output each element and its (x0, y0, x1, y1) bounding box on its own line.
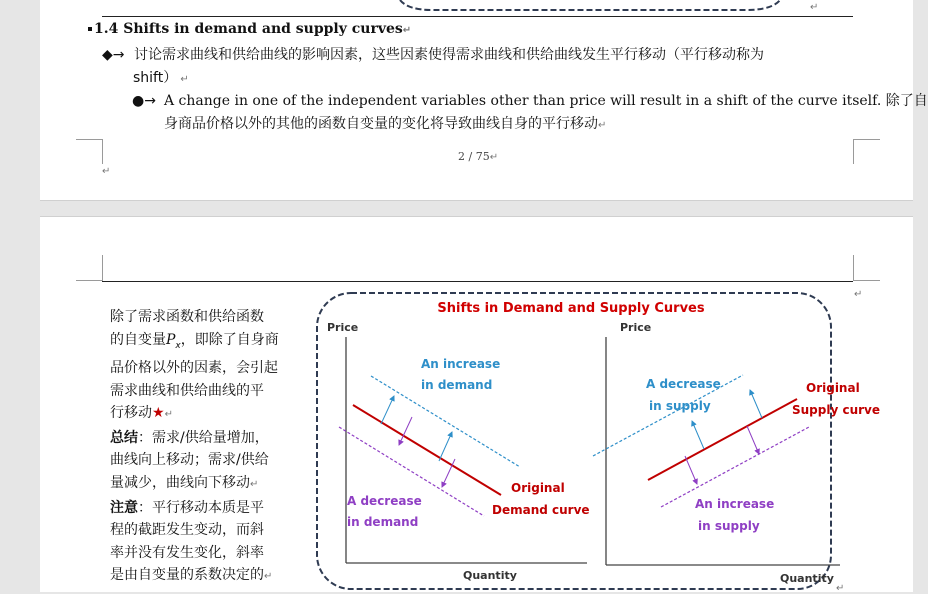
diamond-bullet-icon: ◆→ (102, 47, 125, 63)
bullet-2-line-1: A change in one of the independent variables other than price will result in a shift of the curve itself. 除了自 (164, 93, 928, 109)
section-title[interactable]: 1.4 Shifts in demand and supply curves↵ (94, 21, 411, 37)
paragraph-mark: ↵ (810, 2, 819, 13)
text-line: 行移动★↵ (110, 405, 173, 422)
paragraph-mark: ↵ (102, 166, 111, 177)
figure-title: Shifts in Demand and Supply Curves (437, 301, 705, 316)
demand-decrease-label: A decrease (347, 494, 422, 508)
dot-bullet-icon: ●→ (132, 93, 156, 109)
supply-original-label: Supply curve (792, 403, 881, 417)
header-rule (102, 16, 853, 17)
supply-increase-label: in supply (698, 519, 760, 533)
demand-original-label: Original (511, 481, 565, 495)
crop-mark-bottom-right (853, 255, 880, 281)
section-title-text: 1.4 Shifts in demand and supply curves (94, 21, 403, 37)
text-line: 的自变量$P_x$，即除了自身商 (110, 331, 279, 351)
page-number: 2 / 75↵ (458, 150, 499, 163)
text-line: 曲线向上移动；需求/供给 (110, 452, 269, 469)
document-page-1 (40, 0, 928, 201)
demand-decrease-label: in demand (347, 515, 419, 529)
crop-mark-top-right (853, 139, 880, 164)
text-line: 率并没有发生变化，斜率 (110, 544, 264, 561)
star-icon: ★ (152, 405, 165, 422)
paragraph-mark: ↵ (854, 289, 863, 300)
bullet-1-line-1: 讨论需求曲线和供给曲线的影响因素，这些因素使得需求曲线和供给曲线发生平行移动（平行移动称为 (134, 47, 764, 63)
crop-mark-top-left (76, 139, 103, 164)
bullet-1-line-2: shift） ↵ (133, 70, 189, 86)
text-line: 是由自变量的系数决定的↵ (110, 567, 273, 584)
header-rule (102, 281, 853, 282)
demand-increase-label: An increase (421, 357, 501, 371)
text-line: 除了需求函数和供给函数 (110, 309, 264, 325)
demand-y-label: Price (327, 321, 359, 334)
text-line: 程的截距发生变动，而斜 (110, 522, 264, 539)
demand-original-label: Demand curve (492, 503, 590, 517)
explanation-text[interactable] (110, 306, 295, 589)
supply-x-label: Quantity (780, 572, 834, 585)
demand-increase-label: in demand (421, 378, 493, 392)
supply-original-label: Original (806, 381, 860, 395)
supply-increase-label: An increase (695, 497, 775, 511)
demand-x-label: Quantity (463, 569, 517, 582)
bullet-2-line-2: 身商品价格以外的其他的函数自变量的变化将导致曲线自身的平行移动↵ (164, 116, 607, 132)
bullet-square (88, 27, 92, 31)
text-line: 总结：需求/供给量增加， (110, 429, 269, 446)
supply-y-label: Price (620, 321, 652, 334)
crop-mark-bottom-left (76, 255, 103, 281)
text-line: 需求曲线和供给曲线的平 (110, 382, 264, 399)
text-line: 品价格以外的因素，会引起 (110, 359, 278, 376)
paragraph-mark: ↵ (836, 583, 845, 594)
shift-curves-figure[interactable] (315, 291, 881, 592)
document-page-2 (40, 216, 913, 592)
supply-decrease-label: in supply (649, 399, 711, 413)
text-line: 注意：平行移动本质是平 (110, 499, 264, 516)
text-line: 量减少，曲线向下移动↵ (110, 474, 259, 491)
figure-frame-remnant (380, 0, 800, 14)
supply-decrease-label: A decrease (646, 377, 721, 391)
